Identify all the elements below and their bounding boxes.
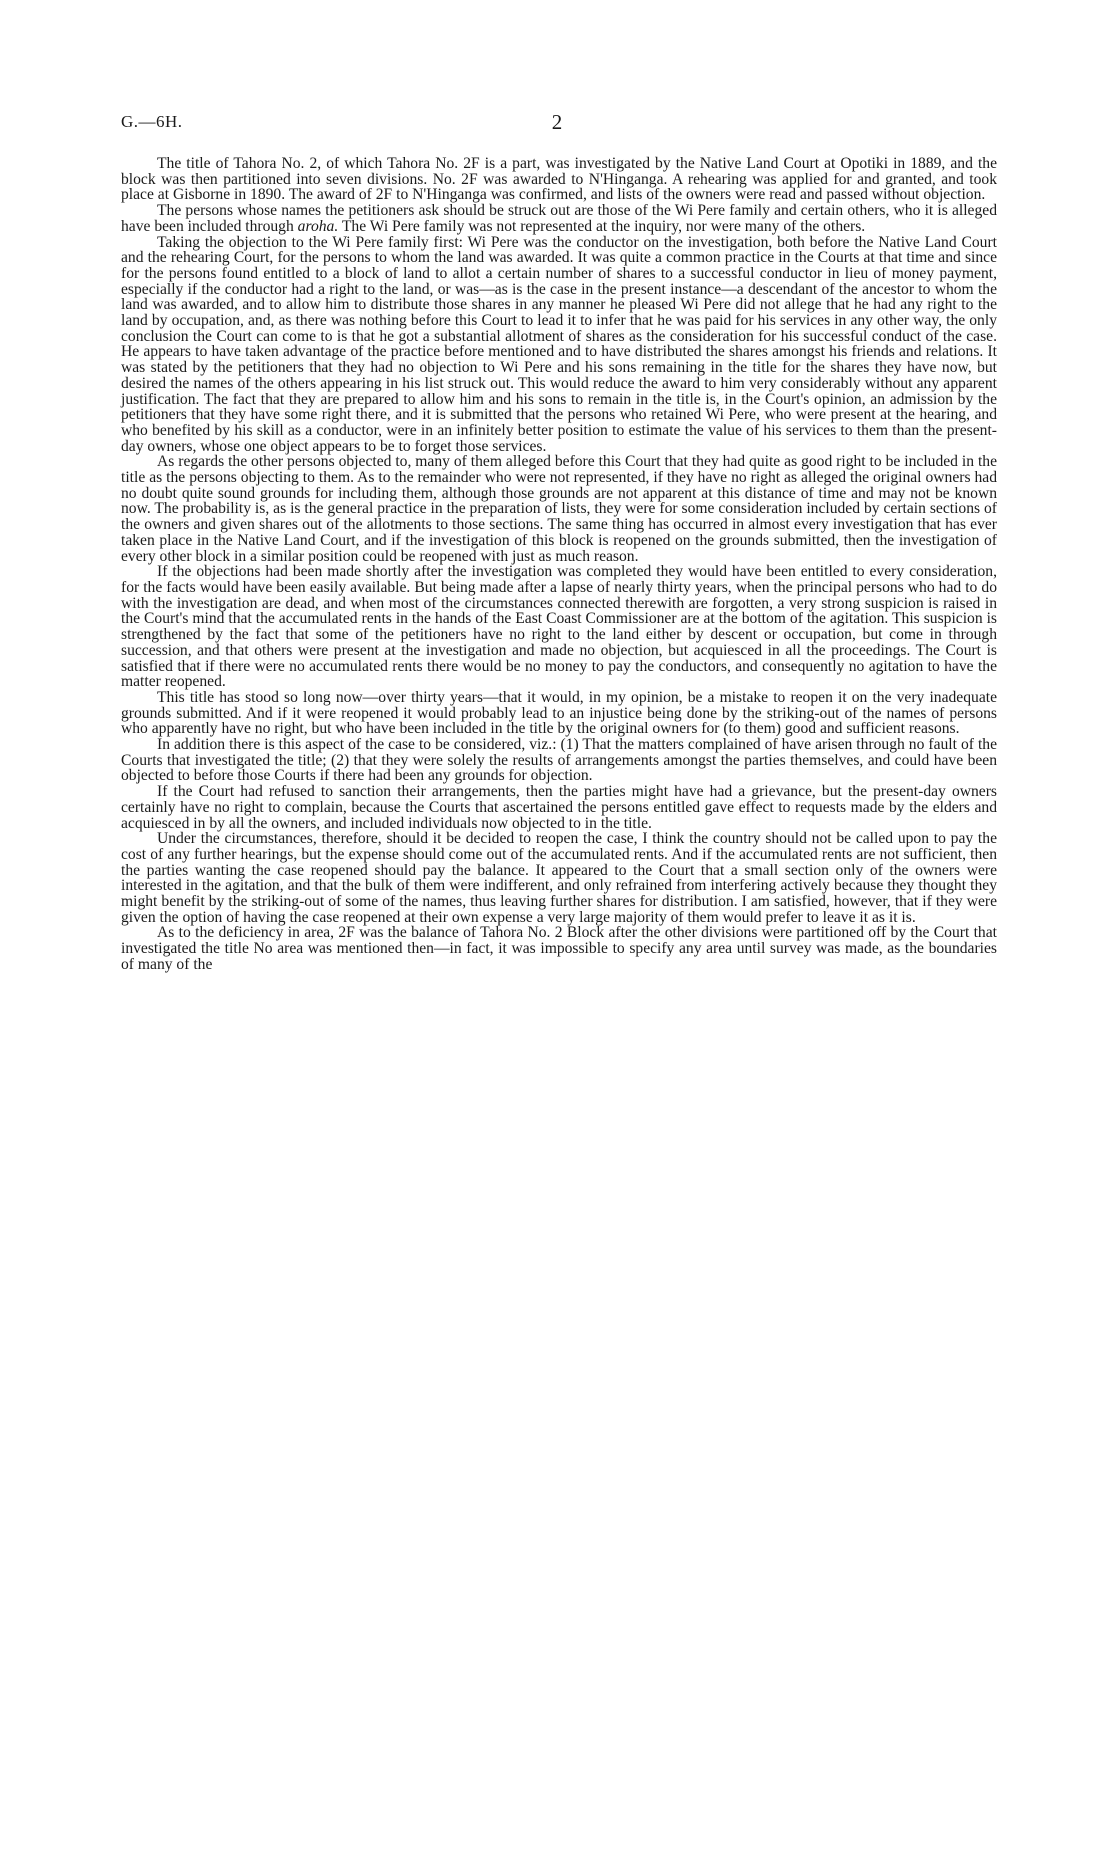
paragraph-persons-struck-out — [121, 203, 997, 234]
paragraph-court-refusal: If the Court had refused to sanction their arrangements, then the parties might have had a grievance, but the present-day owners certainly have no right to complain, because the Courts that ascertained the persons entitled gave effect to requests made by the elders and acquiesced in by all the owners, and included individuals now objected to in the title. — [121, 783, 997, 832]
italic-term: aroha. — [297, 217, 339, 235]
running-header — [121, 112, 993, 136]
document-reference: G.—6H. — [121, 112, 183, 131]
paragraph-text: The Wi Pere family was not represented at the inquiry, nor were many of the others. — [338, 217, 866, 235]
paragraph-wi-pere-objection: Taking the objection to the Wi Pere family first: Wi Pere was the conductor on the investigation, both before the Native Land Court and the rehearing Court, for the persons to whom the land was awarded. It was quite a common practice in the Courts at that time and since for the persons found entitled to a block of land to allot a certain number of shares to a successful conductor in lieu of money payment, especially if the conductor had a right to the land, or was—as is the case in the present instance—a descendant of the ancestor to whom the land was awarded, and to allow him to distribute those shares in any manner he pleased Wi Pere did not allege that he had any right to the land by occupation, and, as there was nothing before this Court to lead it to infer that he was paid for his services in any other way, the only conclusion the Court can come to is that he got a substantial allotment of shares as the consideration for his successful conduct of the case. He appears to have taken advantage of the practice before mentioned and to have distributed the shares amongst his friends and relations. It was stated by the petitioners that they had no objection to Wi Pere and his sons remaining in the title for the shares they have now, but desired the names of the others appearing in his list struck out. This would reduce the award to him very considerably without any apparent justification. The fact that they are prepared to allow him and his sons to remain in the title is, in the Court's opinion, an admission by the petitioners that they have some right there, and it is submitted that the persons who retained Wi Pere, who were present at the hearing, and who benefited by his skill as a conductor, were in an infinitely better position to estimate the value of his services to them than the present-day owners, whose one object appears to be to forget those services. — [121, 233, 997, 455]
paragraph-costs: Under the circumstances, therefore, should it be decided to reopen the case, I think the country should not be called upon to pay the cost of any further hearings, but the expense should come out of the accumulated rents. And if the accumulated rents are not sufficient, then the parties wanting the case reopened should pay the balance. It appeared to the Court that a small section only of the owners were interested in the agitation, and that the bulk of them were indifferent, and only refrained from interfering actively because they thought they might benefit by the striking-out of some of the names, thus leaving further shares for distribution. I am satisfied, however, that if they were given the option of having the case reopened at their own expense a very large majority of them would prefer to leave it as it is. — [121, 830, 997, 926]
paragraph-title-standing: This title has stood so long now—over thirty years—that it would, in my opinion, be a mistake to reopen it on the very inadequate grounds submitted. And if it were reopened it would probably lead to an injustice being done by the striking-out of the names of persons who apparently have no right, but who have been included in the title by the original owners for (to them) good and sufficient reasons. — [121, 688, 997, 738]
paragraph-text: The persons whose names the petitioners ask should be struck out are those of the Wi Pere family and certain others, who it is alleged have been included through — [121, 202, 997, 235]
paragraph-title-history: The title of Tahora No. 2, of which Tahora No. 2F is a part, was investigated by the Native Land Court at Opotiki in 1889, and the block was then partitioned into seven divisions. No. 2F was awarded to N'Hinganga. A rehearing was applied for and granted, and took place at Gisborne in 1890. The award of 2F to N'Hinganga was confirmed, and lists of the owners were read and passed without objection. — [121, 155, 997, 204]
paragraph-other-persons: As regards the other persons objected to, many of them alleged before this Court that they had quite as good right to be included in the title as the persons objecting to them. As to the remainder who were not represented, if they have no right as alleged the original owners had no doubt quite sound grounds for including them, although those grounds are not apparent at this distance of time and may not be known now. The probability is, as is the general practice in the preparation of lists, they were for some consideration included by certain sections of the owners and given shares out of the allotments to those sections. The same thing has occurred in almost every investigation that has ever taken place in the Native Land Court, and if the investigation of this block is reopened on the grounds submitted, then the investigation of every other block in a similar position could be reopened with just as much reason. — [121, 453, 997, 565]
paragraph-additional-aspect: In addition there is this aspect of the case to be considered, viz.: (1) That the matters complained of have arisen through no fault of the Courts that investigated the title; (2) that they were solely the results of arrangements amongst the parties themselves, and could have been objected to before those Courts if there had been any grounds for objection. — [121, 736, 997, 785]
body-text — [121, 156, 997, 973]
page-number: 2 — [551, 110, 563, 134]
paragraph-area-deficiency: As to the deficiency in area, 2F was the balance of Tahora No. 2 Block after the other divisions were partitioned off by the Court that investigated the title No area was mentioned then—in fact, it was impossible to specify any area until survey was made, as the boundaries of many of the — [121, 924, 997, 973]
paragraph-timing-of-objections: If the objections had been made shortly after the investigation was completed they would have been entitled to every consideration, for the facts would have been easily available. But being made after a lapse of nearly thirty years, when the principal persons who had to do with the investigation are dead, and when most of the circumstances connected therewith are forgotten, a very strong suspicion is raised in the Court's mind that the accumulated rents in the hands of the East Coast Commissioner are at the bottom of the agitation. This suspicion is strengthened by the fact that some of the petitioners have no right to the land either by descent or occupation, but come in through succession, and that others were present at the investigation and made no objection, but acquiesced in all the proceedings. The Court is satisfied that if there were no accumulated rents there would be no money to pay the conductors, and consequently no agitation to have the matter reopened. — [121, 563, 997, 691]
